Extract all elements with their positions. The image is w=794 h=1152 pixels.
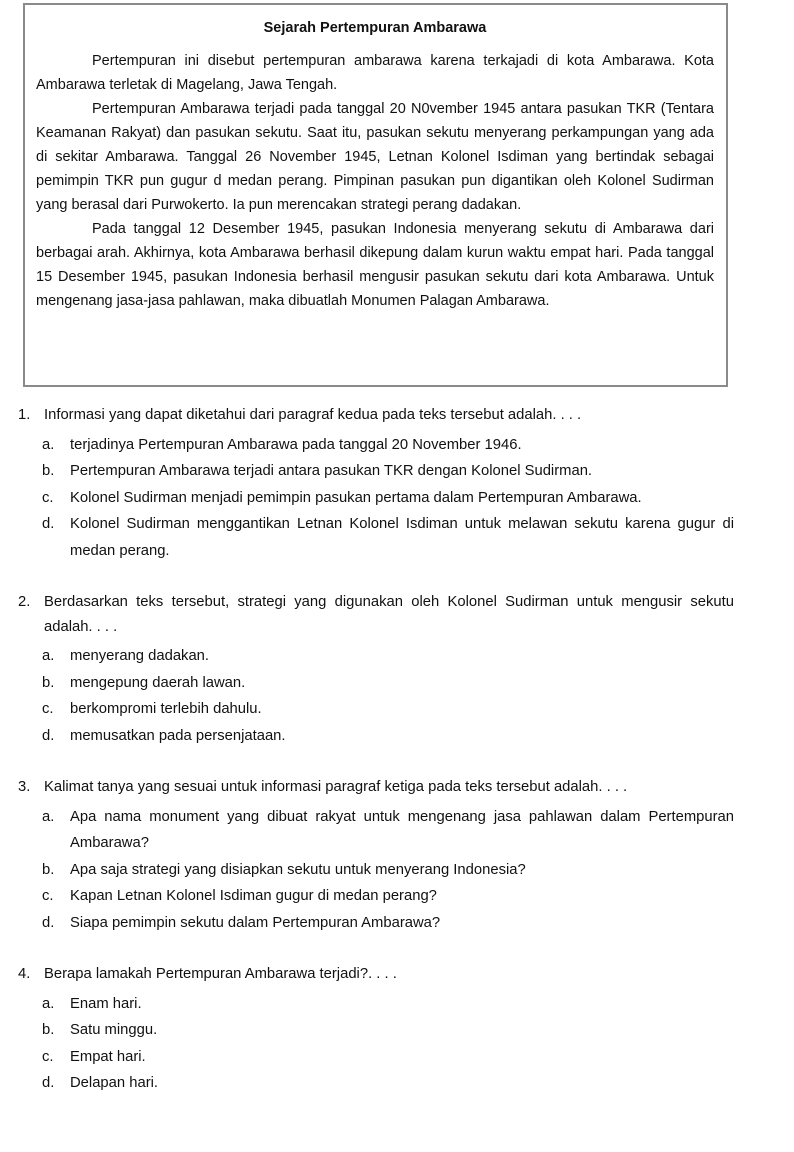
option-text: Delapan hari. bbox=[70, 1075, 159, 1091]
option-b[interactable] bbox=[18, 670, 734, 697]
question-2 bbox=[18, 590, 734, 749]
question-number: 1. bbox=[18, 407, 31, 423]
option-list bbox=[18, 991, 734, 1097]
option-letter: d. bbox=[42, 516, 55, 532]
option-text: Kolonel Sudirman menggantikan Letnan Kolonel Isdiman untuk melawan sekutu karena gugur di medan perang. bbox=[70, 516, 734, 559]
passage-title: Sejarah Pertempuran Ambarawa bbox=[263, 20, 487, 36]
option-d[interactable] bbox=[18, 910, 734, 937]
option-letter: b. bbox=[42, 674, 55, 691]
option-letter: c. bbox=[42, 489, 54, 506]
option-letter: d. bbox=[42, 914, 55, 931]
passage-paragraph-2: Pertempuran Ambarawa terjadi pada tanggal 20 N0vember 1945 antara pasukan TKR (Tentara Keamanan Rakyat) dan pasukan sekutu. Saat itu, pasukan sekutu menyerang perkampungan yang ada di sekitar Ambarawa. Tanggal 26 November 1945, Letnan Kolonel Isdiman yang bertindak sebagai pemimpin TKR pun gugur d medan perang. Pimpinan pasukan pun digantikan oleh Kolonel Sudirman yang berasal dari Purwokerto. Ia pun merencakan strategi perang dadakan. bbox=[36, 101, 714, 213]
question-number: 3. bbox=[18, 779, 31, 795]
option-text: mengepung daerah lawan. bbox=[70, 674, 246, 691]
option-text: Kapan Letnan Kolonel Isdiman gugur di medan perang? bbox=[70, 888, 437, 904]
option-b[interactable] bbox=[18, 857, 734, 884]
option-letter: c. bbox=[42, 1048, 54, 1065]
question-4 bbox=[18, 962, 734, 1097]
option-a[interactable] bbox=[18, 643, 734, 670]
option-a[interactable] bbox=[18, 432, 734, 459]
option-letter: a. bbox=[42, 436, 55, 453]
option-letter: b. bbox=[42, 463, 55, 479]
option-text: menyerang dadakan. bbox=[70, 648, 210, 664]
option-text: Apa saja strategi yang disiapkan sekutu untuk menyerang Indonesia? bbox=[70, 861, 526, 878]
option-text: Enam hari. bbox=[70, 995, 142, 1012]
option-b[interactable] bbox=[18, 458, 734, 485]
option-text: Siapa pemimpin sekutu dalam Pertempuran Ambarawa? bbox=[70, 914, 441, 931]
option-text: Pertempuran Ambarawa terjadi antara pasukan TKR dengan Kolonel Sudirman. bbox=[70, 463, 593, 479]
option-d[interactable] bbox=[18, 511, 734, 564]
option-list bbox=[18, 432, 734, 565]
option-d[interactable] bbox=[18, 1070, 734, 1097]
option-c[interactable] bbox=[18, 485, 734, 512]
option-d[interactable] bbox=[18, 723, 734, 750]
question-text: Berapa lamakah Pertempuran Ambarawa terjadi?. . . . bbox=[44, 966, 397, 982]
question-text: Informasi yang dapat diketahui dari paragraf kedua pada teks tersebut adalah. . . . bbox=[44, 407, 582, 423]
option-letter: a. bbox=[42, 995, 55, 1012]
option-text: Empat hari. bbox=[70, 1048, 146, 1065]
option-text: Apa nama monument yang dibuat rakyat untuk mengenang jasa pahlawan dalam Pertempuran Ambarawa? bbox=[70, 808, 734, 851]
option-b[interactable] bbox=[18, 1017, 734, 1044]
option-c[interactable] bbox=[18, 696, 734, 723]
question-number: 2. bbox=[18, 594, 31, 610]
option-letter: b. bbox=[42, 861, 55, 878]
passage-paragraph-1: Pertempuran ini disebut pertempuran ambarawa karena terkajadi di kota Ambarawa. Kota Ambarawa terletak di Magelang, Jawa Tengah. bbox=[36, 53, 714, 93]
option-text: berkompromi terlebih dahulu. bbox=[70, 701, 262, 717]
question-list bbox=[18, 403, 734, 1097]
option-text: terjadinya Pertempuran Ambarawa pada tanggal 20 November 1946. bbox=[70, 436, 522, 453]
option-a[interactable] bbox=[18, 991, 734, 1018]
option-c[interactable] bbox=[18, 1044, 734, 1071]
option-text: Satu minggu. bbox=[70, 1022, 158, 1038]
question-3 bbox=[18, 775, 734, 936]
option-letter: d. bbox=[42, 1075, 55, 1091]
reading-passage-box bbox=[23, 3, 728, 387]
option-list bbox=[18, 804, 734, 937]
question-text: Berdasarkan teks tersebut, strategi yang digunakan oleh Kolonel Sudirman untuk mengusir sekutu adalah. . . . bbox=[44, 594, 734, 635]
question-text: Kalimat tanya yang sesuai untuk informasi paragraf ketiga pada teks tersebut adalah. . . . bbox=[44, 779, 628, 795]
option-c[interactable] bbox=[18, 883, 734, 910]
option-text: memusatkan pada persenjataan. bbox=[70, 727, 286, 744]
option-letter: a. bbox=[42, 648, 55, 664]
option-letter: d. bbox=[42, 727, 55, 744]
option-letter: c. bbox=[42, 701, 54, 717]
option-letter: a. bbox=[42, 808, 55, 825]
question-number: 4. bbox=[18, 966, 31, 982]
passage-paragraph-3: Pada tanggal 12 Desember 1945, pasukan Indonesia menyerang sekutu di Ambarawa dari berbagai arah. Akhirnya, kota Ambarawa berhasil dikepung dalam kurun waktu empat hari. Pada tanggal 15 Desember 1945, pasukan Indonesia berhasil mengusir pasukan sekutu dari kota Ambarawa. Untuk mengenang jasa-jasa pahlawan, maka dibuatlah Monumen Palagan Ambarawa. bbox=[36, 221, 714, 309]
option-letter: b. bbox=[42, 1022, 55, 1038]
option-text: Kolonel Sudirman menjadi pemimpin pasukan pertama dalam Pertempuran Ambarawa. bbox=[70, 489, 642, 506]
option-letter: c. bbox=[42, 888, 54, 904]
option-list bbox=[18, 643, 734, 749]
question-1 bbox=[18, 403, 734, 564]
option-a[interactable] bbox=[18, 804, 734, 857]
